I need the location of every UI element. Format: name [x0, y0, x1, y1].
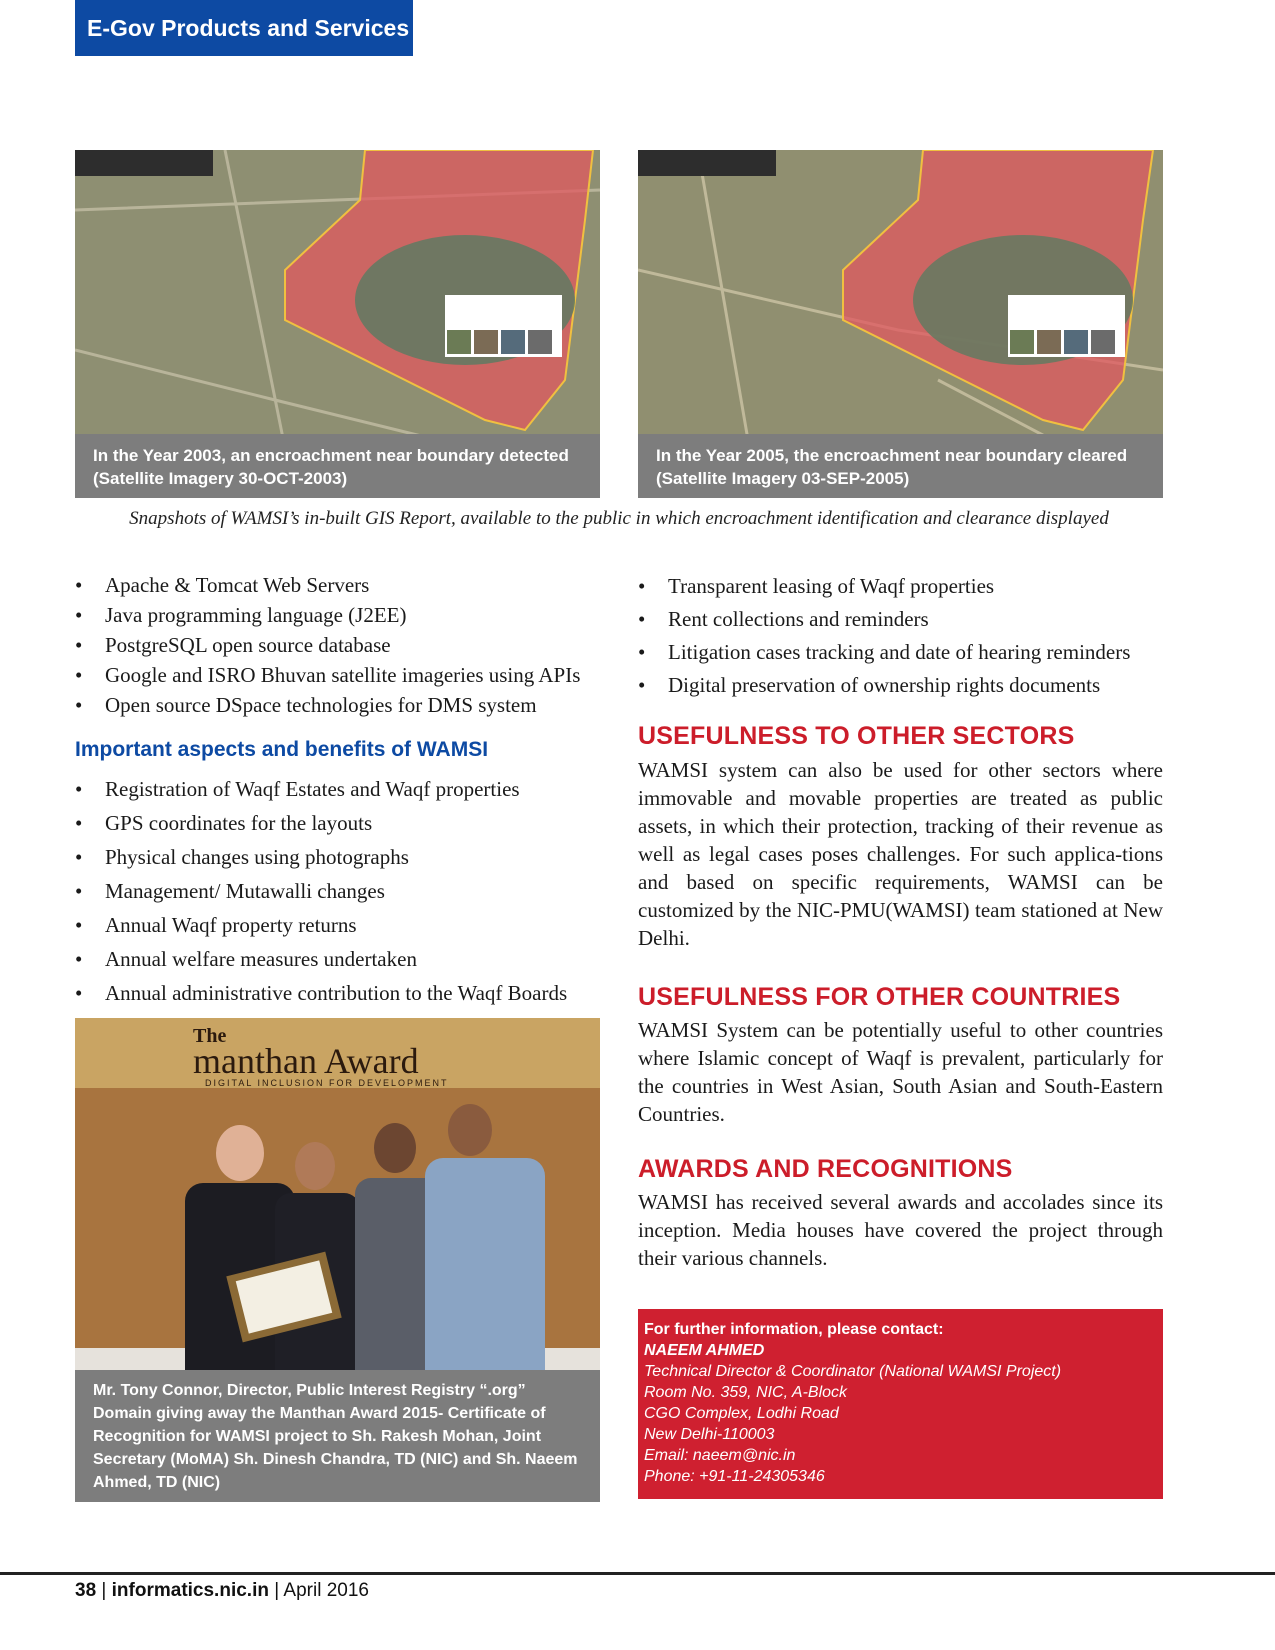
banner-the: The — [193, 1025, 227, 1047]
list-item: • Annual administrative contribution to the Waqf Boards — [75, 976, 615, 1010]
caption-2003-line1: In the Year 2003, an encroachment near boundary detected — [93, 446, 569, 465]
awards-body: WAMSI has received several awards and accolades since its inception. Media houses have covered the project through their various channels. — [638, 1190, 1163, 1270]
list-item: • Digital preservation of ownership rights documents — [638, 669, 1178, 702]
contact-phone: Phone: +91-11-24305346 — [644, 1468, 825, 1485]
page-number: 38 — [75, 1580, 97, 1601]
section-title: E-Gov Products and Services — [87, 15, 410, 41]
awards-heading: AWARDS AND RECOGNITIONS — [638, 1155, 1013, 1183]
page-footer — [75, 1580, 369, 1602]
list-item: • PostgreSQL open source database — [75, 630, 615, 660]
benefits-heading: Important aspects and benefits of WAMSI — [75, 738, 489, 761]
contact-city: New Delhi-110003 — [644, 1426, 775, 1443]
benefits-list — [75, 772, 615, 1010]
list-item: • GPS coordinates for the layouts — [75, 806, 615, 840]
sectors-heading: USEFULNESS TO OTHER SECTORS — [638, 722, 1075, 750]
footer-site-link[interactable]: informatics.nic.in — [111, 1580, 269, 1601]
banner-subtitle: DIGITAL INCLUSION FOR DEVELOPMENT — [205, 1078, 449, 1088]
countries-body: WAMSI System can be potentially useful to other countries where Islamic concept of Waqf is prevalent, particularly for the countries in West Asian, South Asian and South-Eastern Countries. — [638, 1018, 1163, 1126]
list-item: • Open source DSpace technologies for DMS system — [75, 690, 615, 720]
footer-separator: | — [274, 1580, 280, 1601]
list-item: • Annual welfare measures undertaken — [75, 942, 615, 976]
list-item: • Management/ Mutawalli changes — [75, 874, 615, 908]
contact-email[interactable]: Email: naeem@nic.in — [644, 1447, 796, 1464]
contact-box — [638, 1309, 1163, 1499]
technology-list — [75, 570, 615, 720]
list-item: • Litigation cases tracking and date of hearing reminders — [638, 636, 1178, 669]
footer-separator: | — [101, 1580, 107, 1601]
footer-date: April 2016 — [283, 1580, 369, 1601]
services-list — [638, 570, 1178, 702]
contact-room: Room No. 359, NIC, A-Block — [644, 1384, 848, 1401]
caption-2003-line2: (Satellite Imagery 30-OCT-2003) — [93, 469, 348, 488]
list-item: • Google and ISRO Bhuvan satellite imageries using APIs — [75, 660, 615, 690]
section-header-tab — [75, 0, 413, 56]
manthan-award-photo — [75, 1018, 600, 1502]
list-item: • Transparent leasing of Waqf properties — [638, 570, 1178, 603]
list-item: • Annual Waqf property returns — [75, 908, 615, 942]
list-item: • Registration of Waqf Estates and Waqf properties — [75, 772, 615, 806]
contact-designation: Technical Director & Coordinator (National WAMSI Project) — [644, 1363, 1062, 1380]
sectors-body: WAMSI system can also be used for other sectors where immovable and movable properties are treated as public assets, in which their protection, tracking of their revenue as well as legal cases poses challenges. For such applica-tions and based on specific requirements, WAMSI can be customized by the NIC-PMU(WAMSI) team stationed at New Delhi. — [638, 758, 1163, 950]
list-item: • Physical changes using photographs — [75, 840, 615, 874]
contact-complex: CGO Complex, Lodhi Road — [644, 1405, 839, 1422]
caption-2005-line1: In the Year 2005, the encroachment near boundary cleared — [656, 446, 1128, 465]
satellite-image-2003 — [75, 150, 600, 498]
footer-rule — [0, 1572, 1275, 1575]
caption-2005-line2: (Satellite Imagery 03-SEP-2005) — [656, 469, 910, 488]
award-photo-caption: Mr. Tony Connor, Director, Public Interest Registry “.org” Domain giving away the Manthan Award 2015- Certificate of Recognition for WAMSI project to Sh. Rakesh Mohan, Joint Secretary (MoMA) Sh. Dinesh Chandra, TD (NIC) and Sh. Naeem Ahmed, TD (NIC) — [75, 1370, 600, 1502]
satellite-image-2005 — [638, 150, 1163, 498]
list-item: • Apache & Tomcat Web Servers — [75, 570, 615, 600]
contact-name: NAEEM AHMED — [644, 1342, 765, 1359]
image-caption-2003 — [75, 434, 600, 498]
banner-title: manthan Award — [193, 1041, 419, 1081]
gis-figure-caption: Snapshots of WAMSI’s in-built GIS Report, available to the public in which encroachment identification and clearance displayed — [129, 508, 1109, 529]
countries-heading: USEFULNESS FOR OTHER COUNTRIES — [638, 983, 1121, 1011]
contact-intro: For further information, please contact: — [644, 1321, 944, 1338]
list-item: • Java programming language (J2EE) — [75, 600, 615, 630]
list-item: • Rent collections and reminders — [638, 603, 1178, 636]
image-caption-2005 — [638, 434, 1163, 498]
